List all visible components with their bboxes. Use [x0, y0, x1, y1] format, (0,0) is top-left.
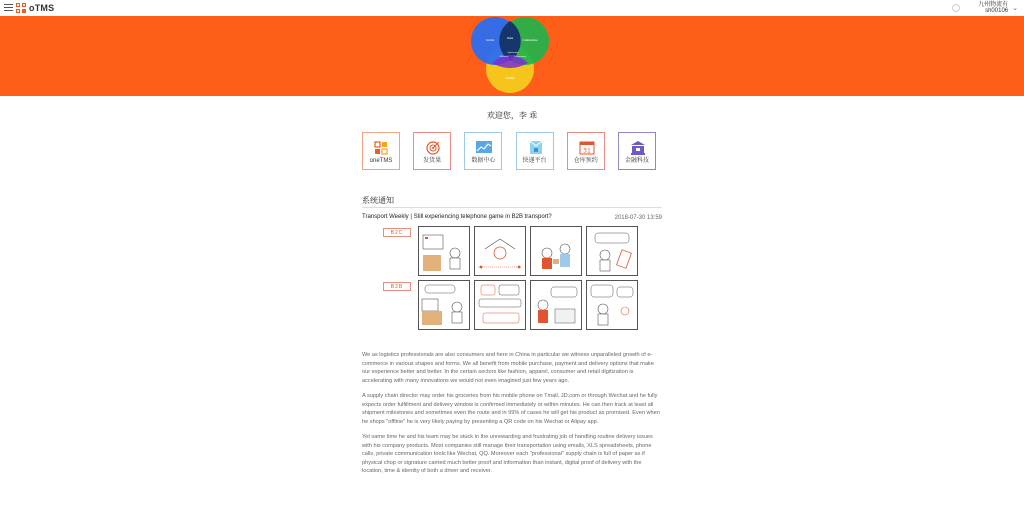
article-comic-image	[383, 226, 641, 332]
comic-panel	[530, 226, 582, 276]
calendar-day: 31	[582, 147, 591, 155]
tile-fintech[interactable]	[618, 132, 656, 170]
comic-panel	[586, 280, 638, 330]
venn-overlap-label-1: Optimization	[507, 52, 519, 54]
article-paragraph: We as logistics professionals are also consumers and here in China in particular we witness unparalleled growth of e-commerce in various shapes and forms. We all benefit from mobile purchase, payment and delivery options that make our experience better and better. In the certain sectors like fashion, apparel, consumer and retail digitization is accelerating with many innovations we would not even imagined just few years ago.	[362, 352, 654, 384]
chevron-down-icon[interactable]: ⌄	[1012, 5, 1018, 12]
tile-shipping[interactable]	[413, 132, 451, 170]
article-title-link[interactable]: Transport Weekly | Still experiencing telephone game in B2B transport?	[362, 214, 552, 220]
tile-express-platform[interactable]	[516, 132, 554, 170]
user-info	[978, 2, 1008, 14]
user-account: sh00106	[985, 8, 1009, 14]
otms-logo-icon	[16, 3, 27, 14]
user-menu[interactable]	[952, 1, 1018, 15]
venn-center-label: Data	[506, 36, 514, 40]
chart-icon	[476, 141, 492, 155]
onetms-logo-icon	[374, 141, 390, 155]
comic-panel	[586, 226, 638, 276]
article-paragraph: Yet same time he and his team may be stuck in the unrewarding and frustrating job of handling routine delivery issues with his company products. Most companies still manage their transportation using emails, XLS spreadsheets, phone calls, private communication tools like Wechat, QQ. Moreover each "professional" supply chain is full of paper as if physical chop or signature carried much better proof and information than instant, digital proof of delivery with the location, time & identity of both a driver and receiver.	[362, 434, 653, 474]
comic-panel	[418, 226, 470, 276]
comic-panel	[418, 280, 470, 330]
comic-panel	[474, 280, 526, 330]
tile-onetms[interactable]	[362, 132, 400, 170]
venn-overlap-label-2: Efficiency	[499, 56, 509, 58]
parcel-icon	[528, 141, 544, 155]
target-icon	[425, 141, 441, 155]
app-logo[interactable]	[16, 2, 54, 14]
bank-icon	[630, 141, 646, 155]
venn-diagram-graphic	[470, 17, 550, 95]
tile-label: oneTMS	[369, 158, 393, 164]
venn-overlap-label-3: Transparency	[513, 56, 527, 58]
hamburger-icon[interactable]	[4, 4, 13, 12]
calendar-icon	[579, 141, 595, 155]
b2c-tag: B2C	[383, 228, 411, 237]
section-title-notices: 系统通知	[362, 196, 394, 205]
article-body	[362, 351, 662, 483]
tile-label: 金融科技	[624, 158, 649, 164]
tile-data-center[interactable]	[464, 132, 502, 170]
tile-label: 发货果	[423, 158, 442, 164]
tile-label: 数据中心	[471, 158, 496, 164]
article-date: 2018-07-30 13:59	[614, 215, 662, 221]
tile-label: 仓库预约	[573, 158, 598, 164]
b2b-tag: B2B	[383, 282, 411, 291]
user-icon[interactable]	[952, 4, 960, 12]
hero-banner	[0, 16, 1024, 96]
logo-text: oTMS	[29, 3, 55, 13]
top-navigation-bar	[0, 0, 1024, 17]
venn-label-control: Control	[485, 39, 495, 42]
comic-panel	[530, 280, 582, 330]
comic-panel	[474, 226, 526, 276]
company-name: 九州物流有	[978, 2, 1009, 8]
tile-warehouse-booking[interactable]	[567, 132, 605, 170]
welcome-message: 欢迎您，李 乖	[486, 111, 538, 120]
section-divider	[362, 207, 662, 208]
venn-label-visibility: Visibility	[505, 77, 515, 80]
venn-label-collaborative: Collaborative	[522, 39, 538, 42]
app-tiles	[362, 132, 656, 170]
article-paragraph: A supply chain director may order his groceries from his mobile phone on Tmall, JD.com or through Wechat and he fully expects order fulfillment and delivery window is confirmed immediately or within minutes. He can then track at least all shipment milestones and sometimes even the route and in 99% of cases he will get his product as promised. Even when he shops "offline" he is very likely paying by presenting a QR code on his Wechat or Alipay app.	[362, 393, 660, 425]
tile-label: 快递平台	[522, 158, 547, 164]
